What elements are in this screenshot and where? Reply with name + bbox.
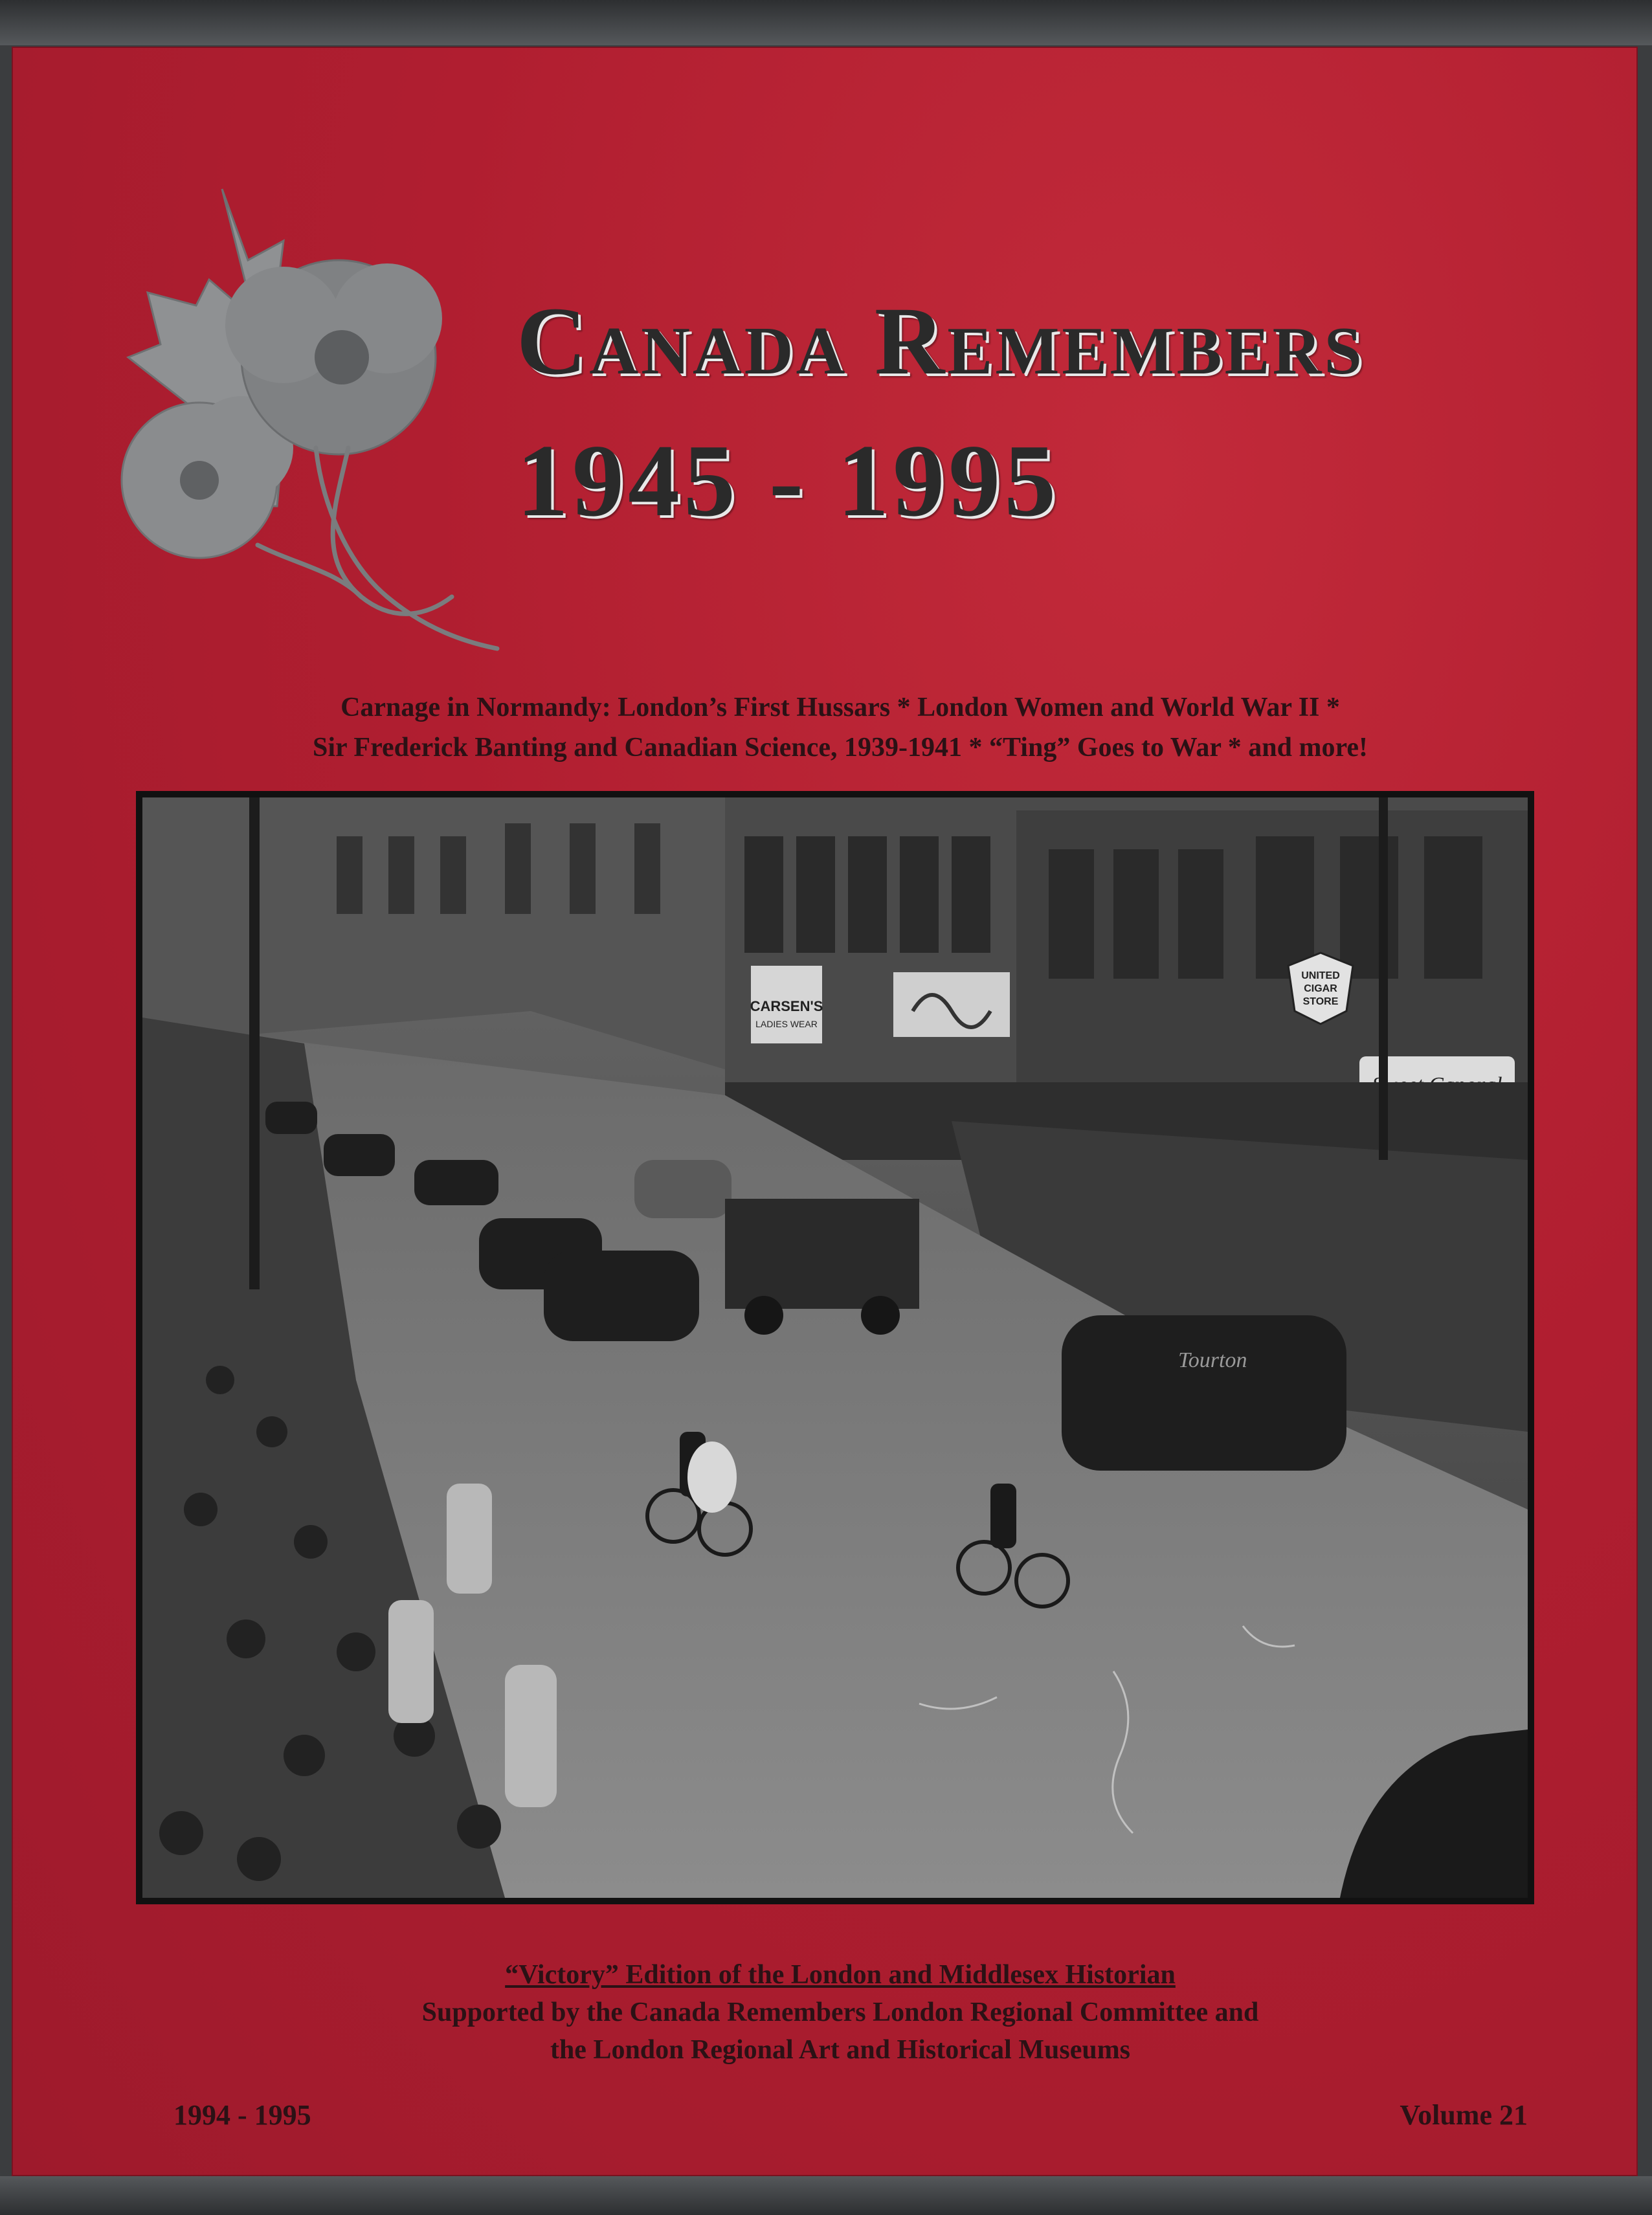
scan-edge-bottom: [0, 2176, 1652, 2215]
book-cover: [12, 47, 1638, 2176]
van-lettering: Tourton: [1178, 1348, 1247, 1372]
scan-edge-top: [0, 0, 1652, 45]
publication-credit: [206, 1956, 1475, 2069]
victory-parade-photo: [136, 791, 1534, 1904]
sign-store: STORE: [1302, 996, 1339, 1007]
sign-carsens: CARSEN'S: [750, 998, 823, 1014]
sign-cigar: CIGAR: [1304, 983, 1337, 994]
credit-line-1: “Victory” Edition of the London and Middlesex Historian: [505, 1960, 1176, 1990]
sign-united: UNITED: [1301, 970, 1340, 981]
volume-number: Volume 21: [1400, 2099, 1528, 2131]
street-scene-image: [142, 797, 1528, 1898]
contents-teaser: [128, 687, 1552, 768]
sign-carsens-sub: LADIES WEAR: [755, 1019, 818, 1029]
teaser-line-2: Sir Frederick Banting and Canadian Science, 1939-1941 * “Ting” Goes to War * and more!: [313, 733, 1368, 762]
title-main: Canada Remembers: [517, 287, 1365, 395]
date-range: 1994 - 1995: [173, 2099, 311, 2131]
cover-title: [517, 287, 1585, 538]
title-years: 1945 - 1995: [517, 423, 1060, 538]
teaser-line-1: Carnage in Normandy: London’s First Hussars * London Women and World War II *: [340, 693, 1340, 722]
credit-line-2: Supported by the Canada Remembers London Regional Committee and: [421, 1998, 1259, 2027]
maple-leaf-poppy-icon: [89, 144, 517, 674]
credit-line-3: the London Regional Art and Historical Museums: [550, 2035, 1131, 2065]
